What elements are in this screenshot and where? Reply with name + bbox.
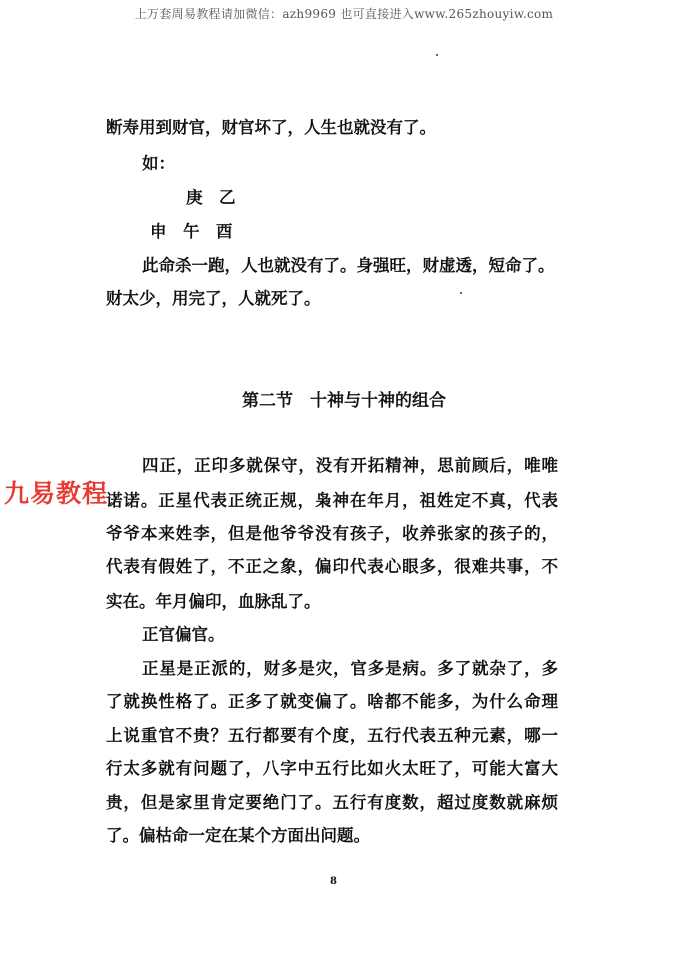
paragraph-line: 贵，但是家里肯定要绝门了。五行有度数，超过度数就麻烦 xyxy=(106,793,558,812)
body-line: 此命杀一跑，人也就没有了。身强旺，财虚透，短命了。 xyxy=(142,256,555,275)
section-title: 第二节 十神与十神的组合 xyxy=(242,391,446,411)
scan-speck xyxy=(436,54,438,56)
paragraph-line: 诺诺。正星代表正统正规，枭神在年月，祖姓定不真，代表 xyxy=(106,491,558,510)
bazi-branches-row: 申 午 酉 xyxy=(150,222,233,241)
paragraph-line: 正星是正派的，财多是灾，官多是病。多了就杂了，多 xyxy=(142,659,558,678)
page-header-ad: 上万套周易教程请加微信：azh9969 也可直接进入www.265zhouyiw.com xyxy=(134,7,554,21)
body-line: 断寿用到财官，财官坏了，人生也就没有了。 xyxy=(106,118,436,137)
watermark-logo: 九易教程 xyxy=(4,479,109,508)
page-number: 8 xyxy=(330,876,337,887)
paragraph-line: 上说重官不贵？五行都要有个度，五行代表五种元素，哪一 xyxy=(106,726,558,745)
paragraph-line: 四正，正印多就保守，没有开拓精神，思前顾后，唯唯 xyxy=(142,456,558,475)
subheading: 正官偏官。 xyxy=(142,625,225,644)
paragraph-line: 实在。年月偏印，血脉乱了。 xyxy=(106,592,321,611)
paragraph-line: 了。偏枯命一定在某个方面出问题。 xyxy=(106,826,370,845)
paragraph-line: 行太多就有问题了，八字中五行比如火太旺了，可能大富大 xyxy=(106,759,558,778)
bazi-stems-row: 庚 乙 xyxy=(186,188,236,207)
paragraph-line: 代表有假姓了，不正之象，偏印代表心眼多，很难共事，不 xyxy=(106,557,558,576)
body-line: 财太少，用完了，人就死了。 xyxy=(106,289,321,308)
paragraph-line: 了就换性格了。正多了就变偏了。啥都不能多，为什么命理 xyxy=(106,692,558,711)
paragraph-line: 爷爷本来姓李，但是他爷爷没有孩子，收养张家的孩子的， xyxy=(106,524,558,543)
example-label: 如： xyxy=(142,154,175,173)
scan-speck xyxy=(460,292,462,294)
